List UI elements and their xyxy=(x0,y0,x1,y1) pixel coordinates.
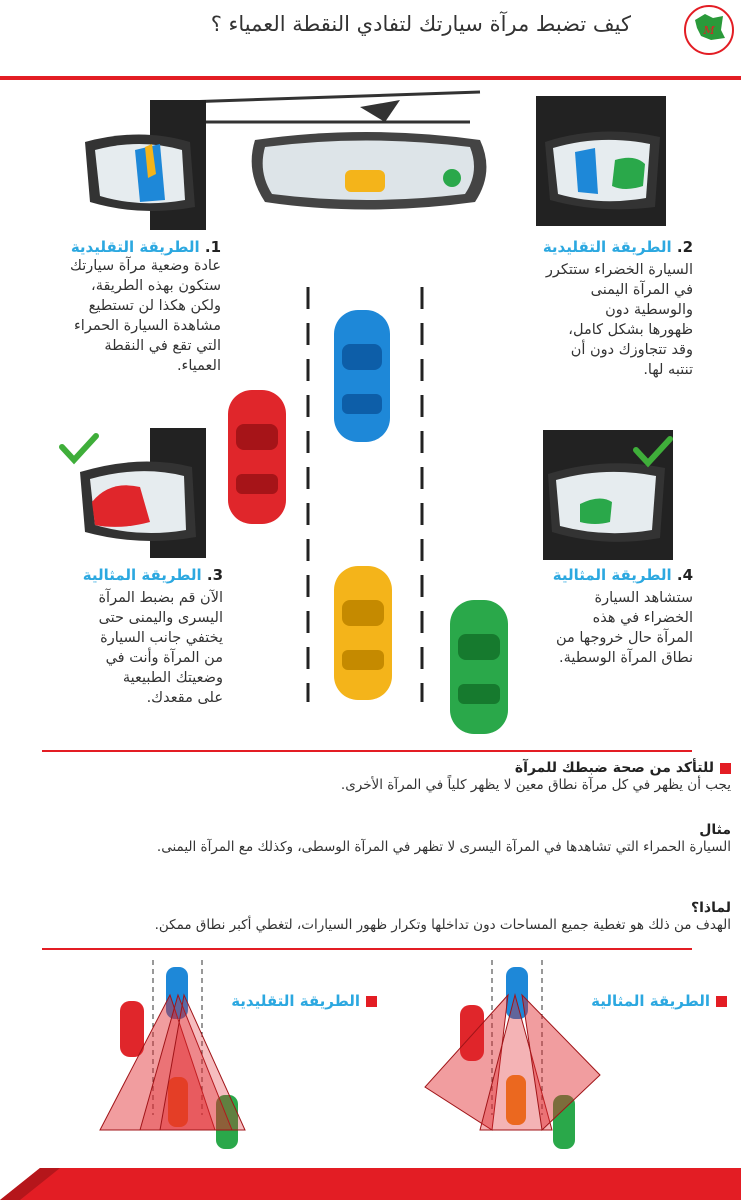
traditional-diagram xyxy=(100,960,245,1149)
why-text: الهدف من ذلك هو تغطية جميع المساحات دون تداخلها وتكرار ظهور السيارات، لتغطي أكبر نطاق ممكن. xyxy=(154,917,731,933)
bullet-icon xyxy=(366,996,377,1007)
step-4-heading: 4. الطريقة المثالية xyxy=(552,566,693,584)
step-3-heading: 3. الطريقة المثالية xyxy=(82,566,223,584)
step-2-text: السيارة الخضراء ستتكرر في المرآة اليمنى والوسطية دون ظهورها بشكل كامل، وقد تتجاوزك دون أن تنتبه لها. xyxy=(545,262,693,378)
car-red xyxy=(228,390,286,524)
car-blue xyxy=(334,310,390,442)
rearview-mirror xyxy=(252,132,487,210)
header-divider xyxy=(0,76,741,80)
car-yellow xyxy=(334,566,392,700)
step-2-heading: 2. الطريقة التقليدية xyxy=(542,238,693,256)
step-2 xyxy=(513,238,693,380)
side-mirror-2 xyxy=(536,96,666,226)
logo-text: M xyxy=(703,24,715,37)
step-4-text: ستشاهد السيارة الخضراء في هذه المرآة حال خروجها من نطاق المرآة الوسطية. xyxy=(555,590,693,666)
coverage-diagrams xyxy=(0,955,741,1165)
bullet-icon xyxy=(720,763,731,774)
footer-bar xyxy=(0,1158,741,1200)
side-mirror-3 xyxy=(80,428,206,558)
check-section xyxy=(11,760,731,795)
ideal-diagram xyxy=(425,960,600,1149)
check-title: للتأكد من صحة ضبطك للمرآة xyxy=(514,760,714,776)
step-1-heading: 1. الطريقة التقليدية xyxy=(70,238,221,256)
example-title: مثال xyxy=(699,822,731,838)
side-mirror-4 xyxy=(543,430,673,560)
check-text: يجب أن يظهر في كل مرآة نطاق معين لا يظهر كلياً في المرآة الأخرى. xyxy=(340,777,731,793)
example-section xyxy=(11,822,731,857)
step-3-text: الآن قم بضبط المرآة اليسرى واليمنى حتى يختفي جانب السيارة من المرآة وأنت في وضعيتك الطبيعية على مقعدك. xyxy=(98,590,223,706)
notes-divider xyxy=(42,750,692,752)
example-text: السيارة الحمراء التي تشاهدها في المرآة اليسرى لا تظهر في المرآة الوسطى، وكذلك مع المرآة اليمنى. xyxy=(156,839,731,855)
check-icon xyxy=(62,436,96,460)
brand-logo xyxy=(683,4,735,56)
step-1-text: عادة وضعية مرآة سيارتك ستكون بهذه الطريقة، ولكن هكذا لن تستطيع مشاهدة السيارة الحمراء التي تقع في النقطة العمياء. xyxy=(69,258,221,374)
why-section xyxy=(6,900,731,935)
page-title: كيف تضبط مرآة سيارتك لتفادي النقطة العمياء ؟ xyxy=(210,12,631,36)
diagram-divider xyxy=(42,948,692,950)
step-4 xyxy=(493,566,693,668)
side-mirror-1 xyxy=(85,100,206,230)
step-1 xyxy=(16,238,221,376)
traditional-label: الطريقة التقليدية xyxy=(177,992,377,1010)
why-title: لماذا؟ xyxy=(690,900,731,916)
bullet-icon xyxy=(716,996,727,1007)
step-3 xyxy=(23,566,223,708)
ideal-label: الطريقة المثالية xyxy=(547,992,727,1010)
